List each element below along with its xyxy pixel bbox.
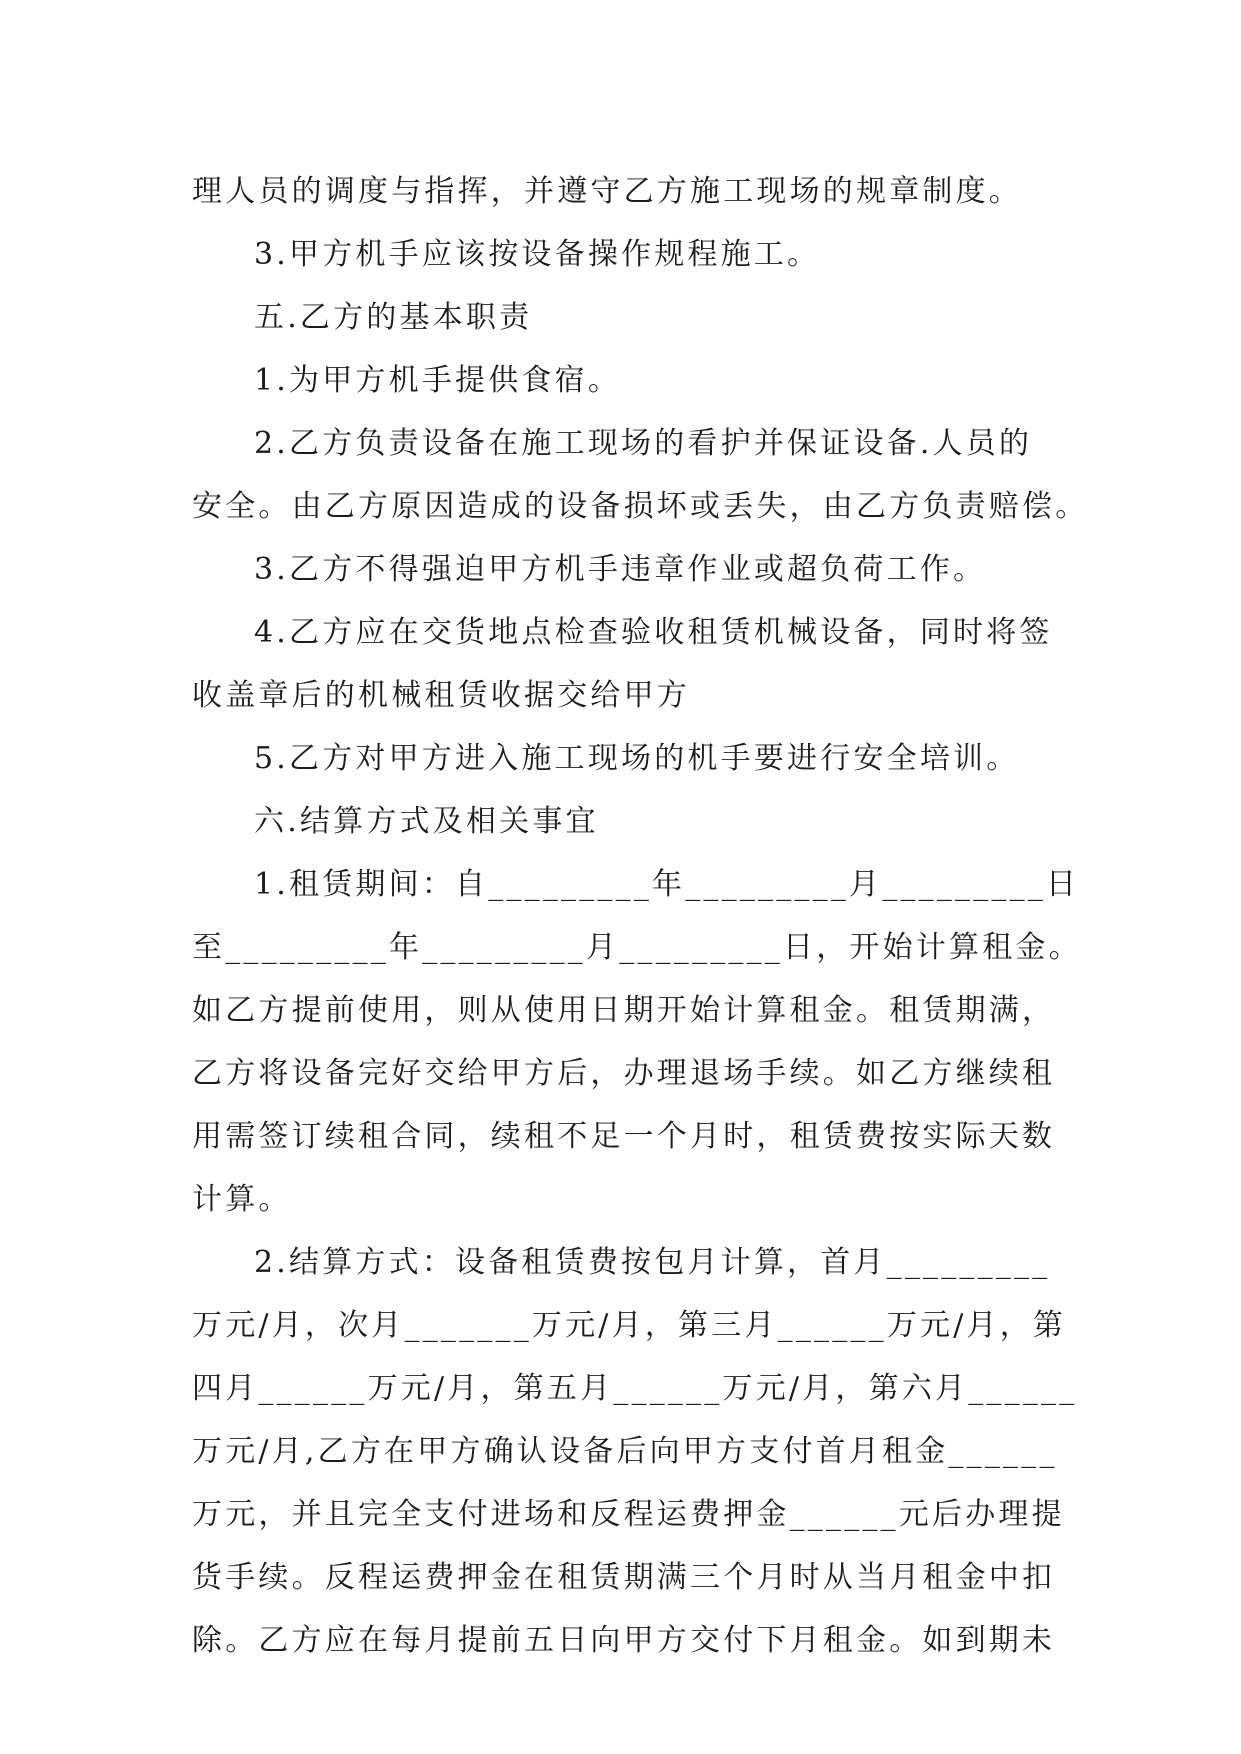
text-line: 收盖章后的机械租赁收据交给甲方 <box>192 678 690 713</box>
section-heading: 六.结算方式及相关事宜 <box>254 804 599 839</box>
text-line: 如乙方提前使用，则从使用日期开始计算租金。租赁期满， <box>192 993 1056 1028</box>
text-line: 万元，并且完全支付进场和反程运费押金______元后办理提 <box>192 1497 1065 1532</box>
text-line: 4.乙方应在交货地点检查验收租赁机械设备，同时将签 <box>254 615 1053 650</box>
text-line: 用需签订续租合同，续租不足一个月时，租赁费按实际天数 <box>192 1119 1056 1154</box>
text-line: 除。乙方应在每月提前五日向甲方交付下月租金。如到期未 <box>192 1623 1056 1658</box>
text-line: 1.租赁期间：自_________年_________月_________日 <box>254 867 1080 902</box>
text-line: 计算。 <box>192 1182 292 1217</box>
text-line: 5.乙方对甲方进入施工现场的机手要进行安全培训。 <box>254 741 1020 776</box>
document-body <box>192 160 1089 1672</box>
text-line: 四月______万元/月，第五月______万元/月，第六月______ <box>192 1371 1078 1406</box>
text-line: 2.结算方式：设备租赁费按包月计算，首月_________ <box>254 1245 1051 1280</box>
text-line: 至_________年_________月_________日，开始计算租金。 <box>192 930 1082 965</box>
text-line: 3.甲方机手应该按设备操作规程施工。 <box>254 237 821 272</box>
section-heading: 五.乙方的基本职责 <box>254 300 533 335</box>
text-line: 货手续。反程运费押金在租赁期满三个月时从当月租金中扣 <box>192 1560 1056 1595</box>
text-line: 安全。由乙方原因造成的设备损坏或丢失，由乙方负责赔偿。 <box>192 489 1089 524</box>
text-line: 2.乙方负责设备在施工现场的看护并保证设备.人员的 <box>254 426 1033 461</box>
text-line: 万元/月，次月_______万元/月，第三月______万元/月，第 <box>192 1308 1067 1343</box>
text-line: 1.为甲方机手提供食宿。 <box>254 363 622 398</box>
text-line: 理人员的调度与指挥，并遵守乙方施工现场的规章制度。 <box>192 174 1022 209</box>
text-line: 乙方将设备完好交给甲方后，办理退场手续。如乙方继续租 <box>192 1056 1056 1091</box>
text-line: 万元/月,乙方在甲方确认设备后向甲方支付首月租金______ <box>192 1434 1058 1469</box>
text-line: 3.乙方不得强迫甲方机手违章作业或超负荷工作。 <box>254 552 987 587</box>
